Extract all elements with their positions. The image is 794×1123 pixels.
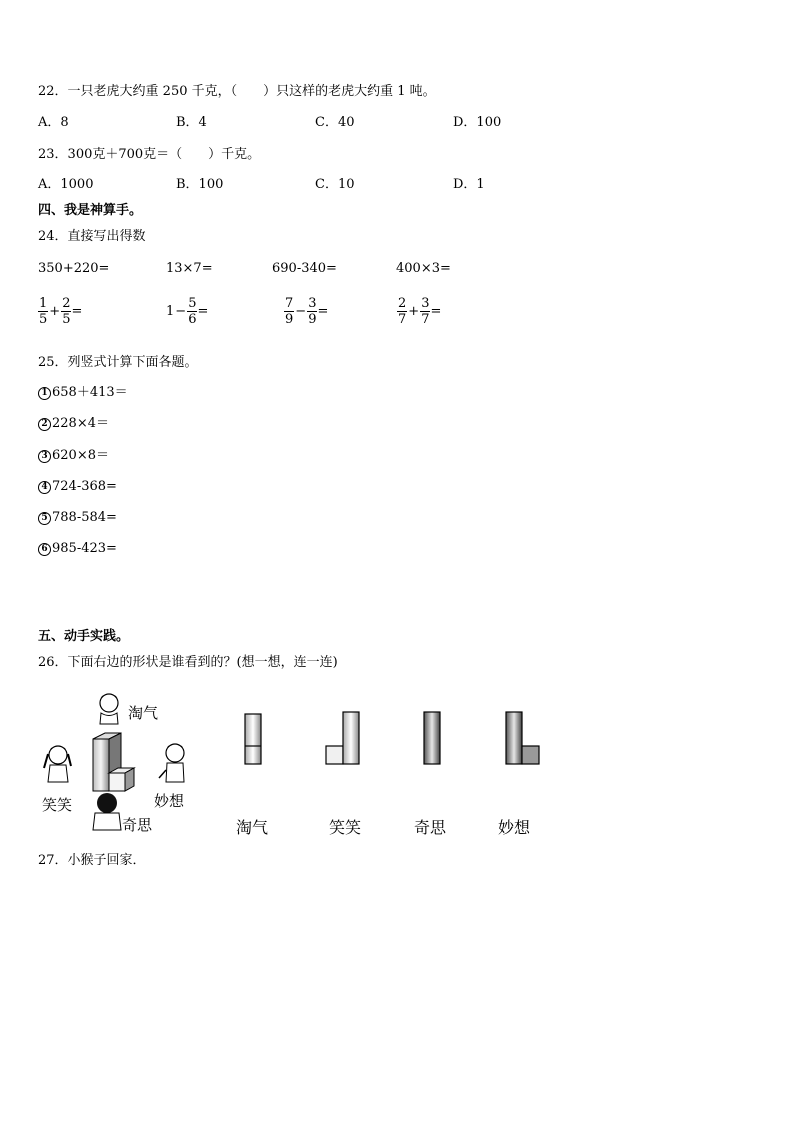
kid-name-miaoxiang: 妙想 <box>154 792 185 810</box>
q24-stem: 24．直接写出得数 <box>38 229 146 244</box>
q26-views <box>236 706 546 768</box>
q25-item-4: 4 724-368= <box>38 478 117 496</box>
q23-option-a[interactable]: A．1000 <box>38 177 94 192</box>
q24-calc-3: 690-340= <box>272 261 337 276</box>
q24-calc-4: 400×3= <box>396 261 451 276</box>
q22-stem: 22．一只老虎大约重 250 千克，（ ）只这样的老虎大约重 1 吨。 <box>38 84 436 99</box>
kid-xiaoxiao-figure <box>44 746 71 782</box>
q23-stem: 23．300克＋700克＝（ ）千克。 <box>38 147 261 162</box>
kid-miaoxiang-figure <box>159 744 184 782</box>
view-3-label[interactable]: 奇思 <box>414 818 447 837</box>
q25-stem: 25．列竖式计算下面各题。 <box>38 355 198 370</box>
kid-qisi-figure <box>93 793 121 830</box>
q24-calc-2: 13×7= <box>166 261 213 276</box>
q25-item-2: 2 228×4＝ <box>38 415 109 433</box>
q22-option-d[interactable]: D．100 <box>453 115 502 130</box>
q23-option-d[interactable]: D．1 <box>453 177 485 192</box>
q24-fraction-expr-1: $\frac{1}{5}$ + $\frac{2}{5}$ = <box>39 296 83 327</box>
q24-fraction-expr-4: $\frac{2}{7}$ + $\frac{3}{7}$ = <box>398 296 442 327</box>
q23-option-b[interactable]: B．100 <box>176 177 224 192</box>
section-4-title: 四、我是神算手。 <box>38 203 143 218</box>
kid-taoqi-figure <box>100 694 118 725</box>
view-2-label[interactable]: 笑笑 <box>329 818 362 837</box>
kid-name-xiaoxiao: 笑笑 <box>42 796 73 814</box>
view-4-shape <box>506 712 539 764</box>
q27-stem: 27．小猴子回家． <box>38 853 146 868</box>
q22-option-a[interactable]: A．8 <box>38 115 69 130</box>
q26-stem: 26．下面右边的形状是谁看到的？(想一想，连一连) <box>38 655 338 670</box>
view-1-shape <box>245 714 261 764</box>
small-cube <box>109 768 134 791</box>
q25-item-5: 5 788-584= <box>38 509 117 527</box>
q25-item-1: 1 658＋413＝ <box>38 384 128 402</box>
q24-calc-1: 350+220= <box>38 261 110 276</box>
view-3-shape <box>424 712 440 764</box>
kid-name-taoqi: 淘气 <box>128 704 159 722</box>
q24-fraction-expr-3: $\frac{7}{9}$ − $\frac{3}{9}$ = <box>285 296 329 327</box>
view-4-label[interactable]: 妙想 <box>498 818 531 837</box>
q24-fraction-expr-2: 1 − $\frac{5}{6}$ = <box>166 296 209 327</box>
q22-option-b[interactable]: B．4 <box>176 115 207 130</box>
view-2-shape <box>326 712 359 764</box>
q25-item-3: 3 620×8＝ <box>38 447 109 465</box>
q22-option-c[interactable]: C．40 <box>315 115 355 130</box>
section-5-title: 五、动手实践。 <box>38 629 130 644</box>
q23-option-c[interactable]: C．10 <box>315 177 355 192</box>
view-1-label[interactable]: 淘气 <box>236 818 269 837</box>
q26-scene <box>38 684 208 836</box>
kid-name-qisi: 奇思 <box>122 816 153 834</box>
q25-item-6: 6 985-423= <box>38 540 117 558</box>
